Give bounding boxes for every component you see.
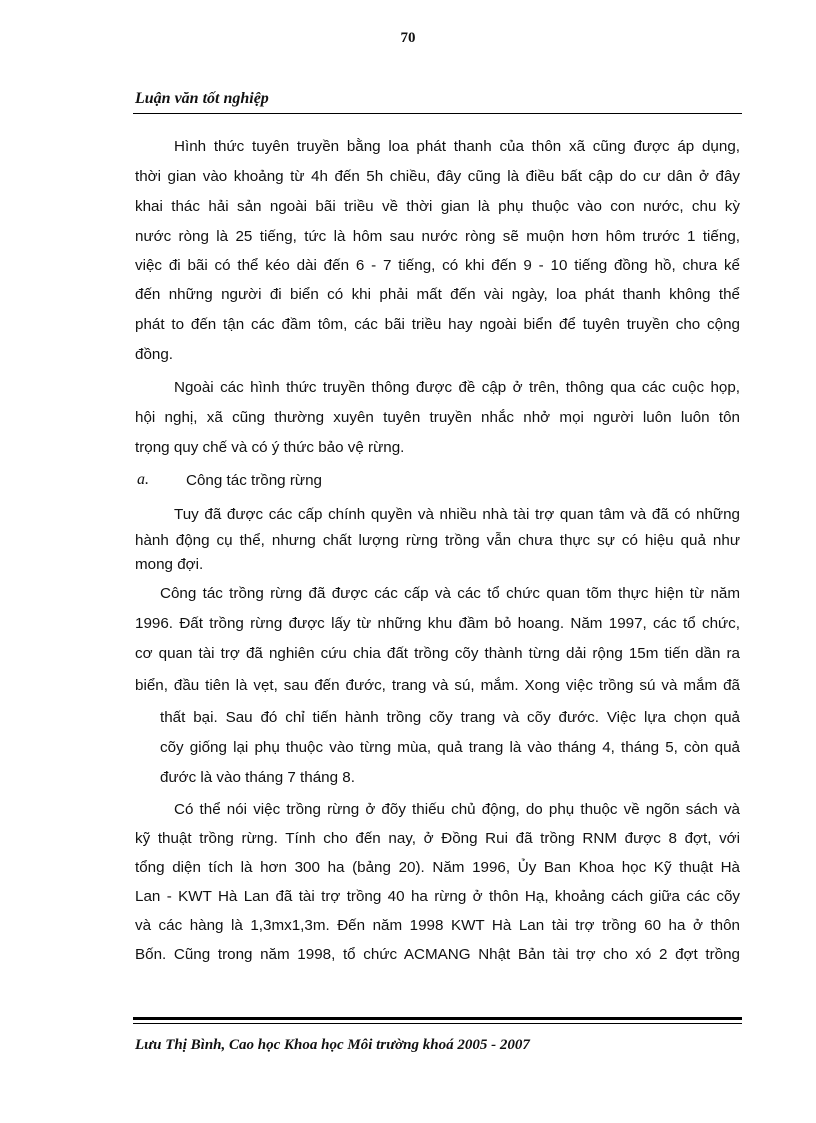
text-line: mong đợi.	[135, 556, 204, 573]
text-line: hành động cụ thể, nhưng chất lượng rừng trồng vẫn chưa thực sự có hiệu quả như	[135, 532, 740, 549]
text-line: kỹ thuật trồng rừng. Tính cho đến nay, ở Đồng Rui đã trồng RNM được 8 đợt, với	[135, 830, 740, 847]
text-line: nước ròng là 25 tiếng, tức là hôm sau nước ròng sẽ muộn hơn hôm trước 1 tiếng,	[135, 228, 740, 245]
section-marker: a.	[137, 471, 149, 488]
text-line: thất bại. Sau đó chỉ tiến hành trồng cõy trang và cõy đước. Việc lựa chọn quả	[160, 709, 740, 726]
text-line: đồng.	[135, 346, 174, 363]
text-line: đước là vào tháng 7 tháng 8.	[160, 769, 355, 786]
text-line: đến những người đi biển có khi phải mất đến vài ngày, loa phát thanh không thể	[135, 286, 740, 303]
section-heading: Công tác trồng rừng	[186, 472, 322, 489]
text-line: Tuy đã được các cấp chính quyền và nhiều nhà tài trợ quan tâm và đã có những	[174, 506, 740, 523]
footer-rule-thin	[133, 1023, 742, 1024]
text-line: phát to đến tận các đầm tôm, các bãi triều hay ngoài biển để tuyên truyền cho cộng	[135, 316, 740, 333]
text-line: 1996. Đất trồng rừng được lấy từ những khu đầm bỏ hoang. Năm 1997, các tổ chức,	[135, 615, 740, 632]
text-line: Có thể nói việc trồng rừng ở đõy thiếu chủ động, do phụ thuộc về ngõn sách và	[174, 801, 740, 818]
text-line: khai thác hải sản ngoài bãi triều về thời gian là phụ thuộc vào con nước, chu kỳ	[135, 198, 740, 215]
text-line: Hình thức tuyên truyền bằng loa phát thanh của thôn xã cũng được áp dụng,	[174, 138, 740, 155]
text-line: tổng diện tích là hơn 300 ha (bảng 20). Năm 1996, Ủy Ban Khoa học Kỹ thuật Hà	[135, 859, 740, 876]
text-line: trọng quy chế và có ý thức bảo vệ rừng.	[135, 439, 405, 456]
running-header-title: Luận văn tốt nghiệp	[135, 90, 269, 107]
text-line: biển, đầu tiên là vẹt, sau đến đước, trang và sú, mắm. Xong việc trồng sú và mắm đã	[135, 677, 740, 694]
text-line: hội nghị, xã cũng thường xuyên tuyên truyền nhắc nhở mọi người luôn luôn tôn	[135, 409, 740, 426]
text-line: Bốn. Cũng trong năm 1998, tổ chức ACMANG Nhật Bản tài trợ cho xó 2 đợt trồng	[135, 946, 740, 963]
header-rule	[133, 113, 742, 114]
text-line: Công tác trồng rừng đã được các cấp và các tổ chức quan tõm thực hiện từ năm	[160, 585, 740, 602]
text-line: việc đi bãi có thể kéo dài đến 6 - 7 tiếng, có khi đến 9 - 10 tiếng đồng hồ, chưa kể	[135, 257, 740, 274]
running-footer-text: Lưu Thị Bình, Cao học Khoa học Môi trường khoá 2005 - 2007	[135, 1037, 530, 1053]
text-line: Ngoài các hình thức truyền thông được đề cập ở trên, thông qua các cuộc họp,	[174, 379, 740, 396]
text-line: Lan - KWT Hà Lan đã tài trợ trồng 40 ha rừng ở thôn Hạ, khoảng cách giữa các cõy	[135, 888, 740, 905]
text-line: và các hàng là 1,3mx1,3m. Đến năm 1998 KWT Hà Lan tài trợ trồng 60 ha ở thôn	[135, 917, 740, 934]
footer-rule-thick	[133, 1017, 742, 1020]
text-line: thời gian vào khoảng từ 4h đến 5h chiều, đây cũng là điều bất cập do cư dân ở đây	[135, 168, 740, 185]
page-number: 70	[400, 30, 416, 46]
text-line: cõy giống lại phụ thuộc vào từng mùa, quả trang là vào tháng 4, tháng 5, còn quả	[160, 739, 740, 756]
text-line: cơ quan tài trợ đã nghiên cứu chia đất trồng cõy thành từng dải rộng 15m tiến dần ra	[135, 645, 740, 662]
